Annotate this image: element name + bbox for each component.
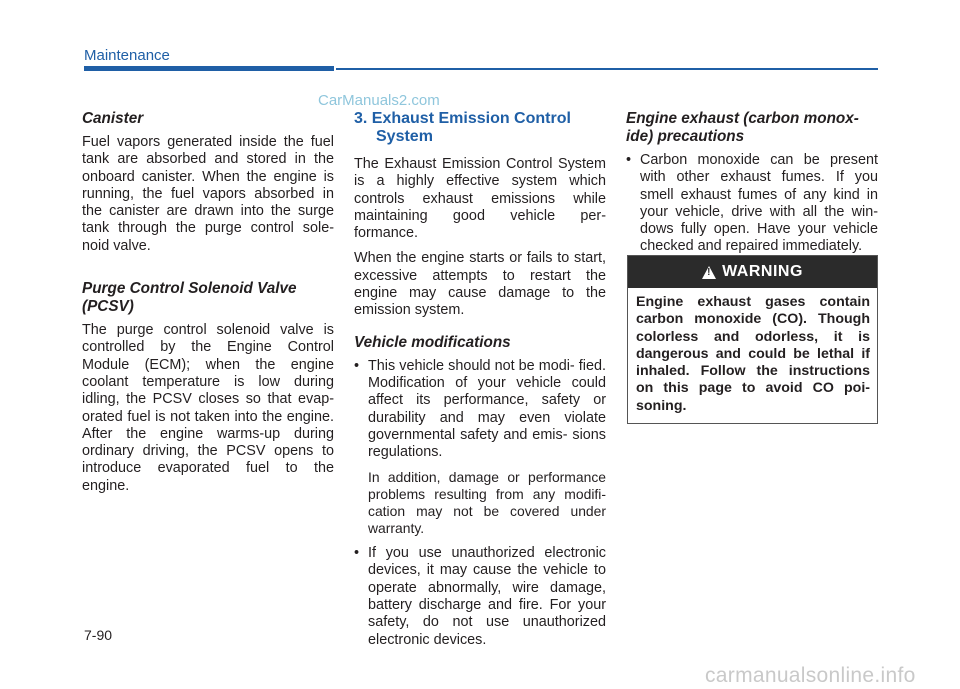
warning-header	[628, 256, 877, 288]
warning-box	[627, 255, 878, 424]
column-2	[354, 110, 606, 657]
mods-bullet-1-continued: In addition, damage or performance problems resulting from any modifi- cation may not be covered under warranty.	[368, 469, 606, 537]
vehicle-mods-heading: Vehicle modifications	[354, 333, 511, 351]
mods-bullet-1: • This vehicle should not be modi- fied. Modification of your vehicle could affect its performance, safety or durability and may even violate governmental safety and emis- sions regulations.	[354, 358, 606, 462]
section-label: Maintenance	[84, 47, 170, 64]
emission-intro-2: When the engine starts or fails to start, excessive attempts to restart the engine may cause damage to the emission system.	[354, 250, 606, 319]
pcsv-text: The purge control solenoid valve is controlled by the Engine Control Module (ECM); when the engine coolant temperature is low during idling, the PCSV closes so that evap- orated fuel is not taken into the engine. After the engine warms-up during ordinary driving, the PCSV opens to introduce evaporated fuel to the engine.	[82, 322, 334, 494]
watermark-bottom[interactable]: carmanualsonline.info	[705, 664, 916, 687]
header-rule-thin	[336, 68, 878, 70]
exhaust-precautions-heading: Engine exhaust (carbon monox- ide) precautions	[626, 110, 859, 145]
header-rule-thick	[84, 66, 334, 71]
page-number: 7-90	[84, 627, 113, 643]
canister-text: Fuel vapors generated inside the fuel tank are absorbed and stored in the onboard canister. When the engine is running, the fuel vapors absorbed in the canister are drawn into the surge tank through the purge control sole- noid valve.	[82, 134, 334, 254]
column-3	[626, 110, 878, 264]
column-1	[82, 110, 334, 503]
emission-intro-1: The Exhaust Emission Control System is a highly effective system which controls exhaust emissions while maintaining good vehicle per- formance.	[354, 156, 606, 242]
warning-text: Engine exhaust gases contain carbon monoxide (CO). Though colorless and odorless, it is dangerous and could be lethal if inhaled. Follow the instructions on this page to avoid CO poi- soning.	[636, 294, 870, 414]
emission-section-heading: 3. Exhaust Emission Control System	[354, 110, 571, 145]
watermark-top[interactable]: CarManuals2.com	[318, 92, 440, 109]
mods-bullet-2: • If you use unauthorized electronic devices, it may cause the vehicle to operate abnormally, wire damage, battery discharge and fire. For your safety, do not use unauthorized electronic devices.	[354, 545, 606, 649]
canister-heading: Canister	[82, 110, 144, 127]
warning-title: WARNING	[722, 263, 803, 280]
pcsv-heading: Purge Control Solenoid Valve (PCSV)	[82, 280, 297, 316]
warning-triangle-icon: !	[702, 266, 716, 279]
exhaust-bullet-1: • Carbon monoxide can be present with other exhaust fumes. If you smell exhaust fumes of any kind in your vehicle, drive with all the win- dows fully open. Have your vehicle checked and repaired immediately.	[626, 152, 878, 256]
